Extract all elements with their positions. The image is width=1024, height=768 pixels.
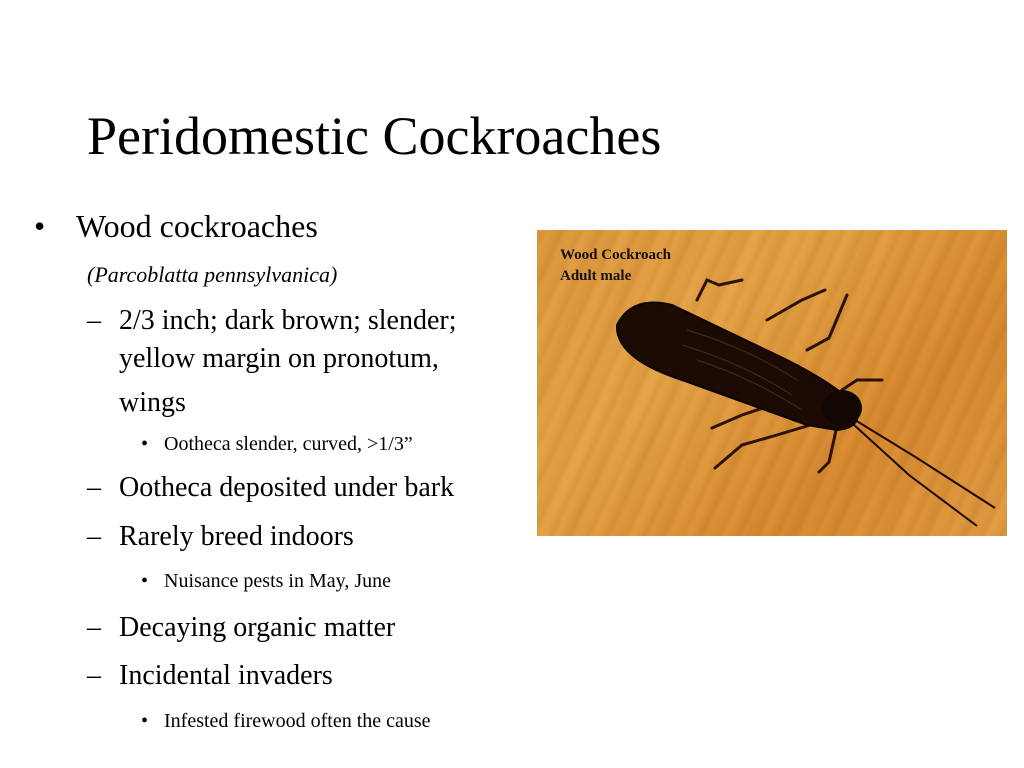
- scientific-name: (Parcoblatta pennsylvanica): [87, 262, 338, 287]
- list-item-line: 2/3 inch; dark brown; slender;: [119, 305, 457, 336]
- cockroach-antenna: [855, 420, 995, 508]
- sub-bullet-marker: •: [141, 433, 149, 455]
- list-item-line: Incidental invaders: [119, 660, 333, 691]
- list-item-line: Ootheca deposited under bark: [119, 472, 455, 503]
- cockroach-antenna: [853, 424, 977, 526]
- list-item-line: Decaying organic matter: [119, 612, 396, 643]
- dash-marker: –: [87, 660, 101, 691]
- photo-caption-subtitle: Adult male: [560, 268, 632, 284]
- cockroach-leg: [819, 426, 837, 472]
- bullet-marker: •: [34, 208, 46, 244]
- list-item-line: wings: [119, 387, 186, 418]
- heading-wood-cockroaches: Wood cockroaches: [76, 208, 318, 244]
- cockroach-leg: [807, 295, 847, 350]
- cockroach-body: [617, 303, 858, 431]
- slide-title: Peridomestic Cockroaches: [87, 106, 662, 166]
- dash-marker: –: [87, 472, 101, 503]
- cockroach-photo: [537, 230, 1007, 536]
- cockroach-leg: [842, 380, 882, 390]
- dash-marker: –: [87, 521, 101, 552]
- cockroach-leg: [767, 290, 825, 320]
- list-item-line: Rarely breed indoors: [119, 521, 354, 552]
- cockroach-head: [822, 390, 862, 426]
- list-subitem: Nuisance pests in May, June: [164, 570, 391, 592]
- list-subitem: Infested firewood often the cause: [164, 710, 431, 732]
- cockroach-leg: [697, 280, 742, 300]
- list-subitem: Ootheca slender, curved, >1/3”: [164, 433, 413, 455]
- sub-bullet-marker: •: [141, 570, 149, 592]
- dash-marker: –: [87, 305, 101, 336]
- cockroach-leg: [715, 420, 827, 468]
- sub-bullet-marker: •: [141, 710, 149, 732]
- photo-caption-title: Wood Cockroach: [560, 247, 671, 263]
- list-item-line: yellow margin on pronotum,: [119, 343, 439, 374]
- dash-marker: –: [87, 612, 101, 643]
